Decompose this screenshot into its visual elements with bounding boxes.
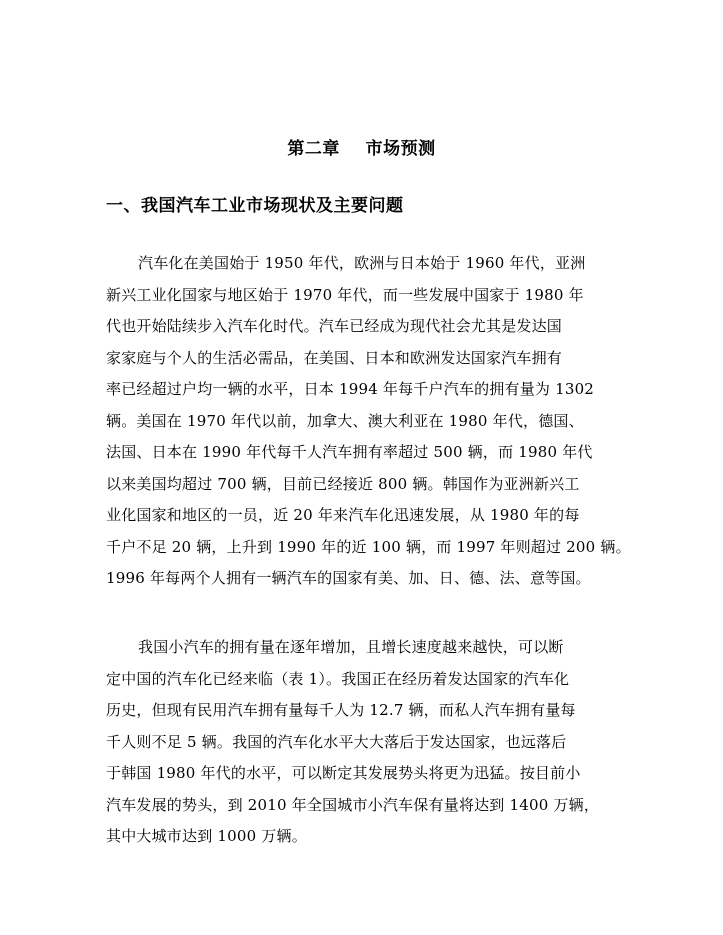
- text-line: 1996 年每两个人拥有一辆汽车的国家有美、加、日、德、法、意等国。: [106, 569, 591, 587]
- text-line: 定中国的汽车化已经来临（表 1）。我国正在经历着发达国家的汽车化: [106, 669, 570, 688]
- text-line: 于韩国 1980 年代的水平，可以断定其发展势头将更为迅猛。按目前小: [106, 764, 581, 782]
- text-line: 我国小汽车的拥有量在逐年增加，且增长速度越来越快，可以断: [138, 638, 564, 656]
- text-line: 其中大城市达到 1000 万辆。: [106, 827, 307, 845]
- text-line: 千户不足 20 辆，上升到 1990 年的近 100 辆，而 1997 年则超过 200 辆。: [106, 537, 631, 556]
- text-line: 家家庭与个人的生活必需品，在美国、日本和欧洲发达国家汽车拥有: [106, 348, 563, 367]
- section-heading: 一、我国汽车工业市场现状及主要问题: [106, 196, 404, 216]
- text-line: 辆。美国在 1970 年代以前，加拿大、澳大利亚在 1980 年代，德国、: [106, 411, 584, 430]
- text-line: 千人则不足 5 辆。我国的汽车化水平大大落后于发达国家，也远落后: [106, 732, 567, 751]
- paragraph-car-ownership-history: [106, 248, 631, 595]
- text-line: 以来美国均超过 700 辆，目前已经接近 800 辆。韩国作为亚洲新兴工: [106, 474, 580, 493]
- chapter-title: 第二章 市场预测: [287, 139, 436, 159]
- text-line: 历史，但现有民用汽车拥有量每千人为 12.7 辆，而私人汽车拥有量每: [106, 701, 576, 719]
- text-line: 业化国家和地区的一员，近 20 年来汽车化迅速发展，从 1980 年的每: [106, 506, 580, 524]
- text-line: 新兴工业化国家与地区始于 1970 年代，而一些发展中国家于 1980 年: [106, 285, 584, 304]
- text-line: 法国、日本在 1990 年代每千人汽车拥有率超过 500 辆，而 1980 年代: [106, 443, 593, 461]
- text-line: 代也开始陆续步入汽车化时代。汽车已经成为现代社会尤其是发达国: [106, 317, 563, 335]
- paragraph-china-car-ownership: [106, 632, 612, 853]
- text-line: 汽车化在美国始于 1950 年代，欧洲与日本始于 1960 年代，亚洲: [138, 254, 586, 272]
- text-line: 汽车发展的势头，到 2010 年全国城市小汽车保有量将达到 1400 万辆，: [106, 795, 600, 814]
- text-line: 率已经超过户均一辆的水平，日本 1994 年每千户汽车的拥有量为 1302: [106, 380, 595, 398]
